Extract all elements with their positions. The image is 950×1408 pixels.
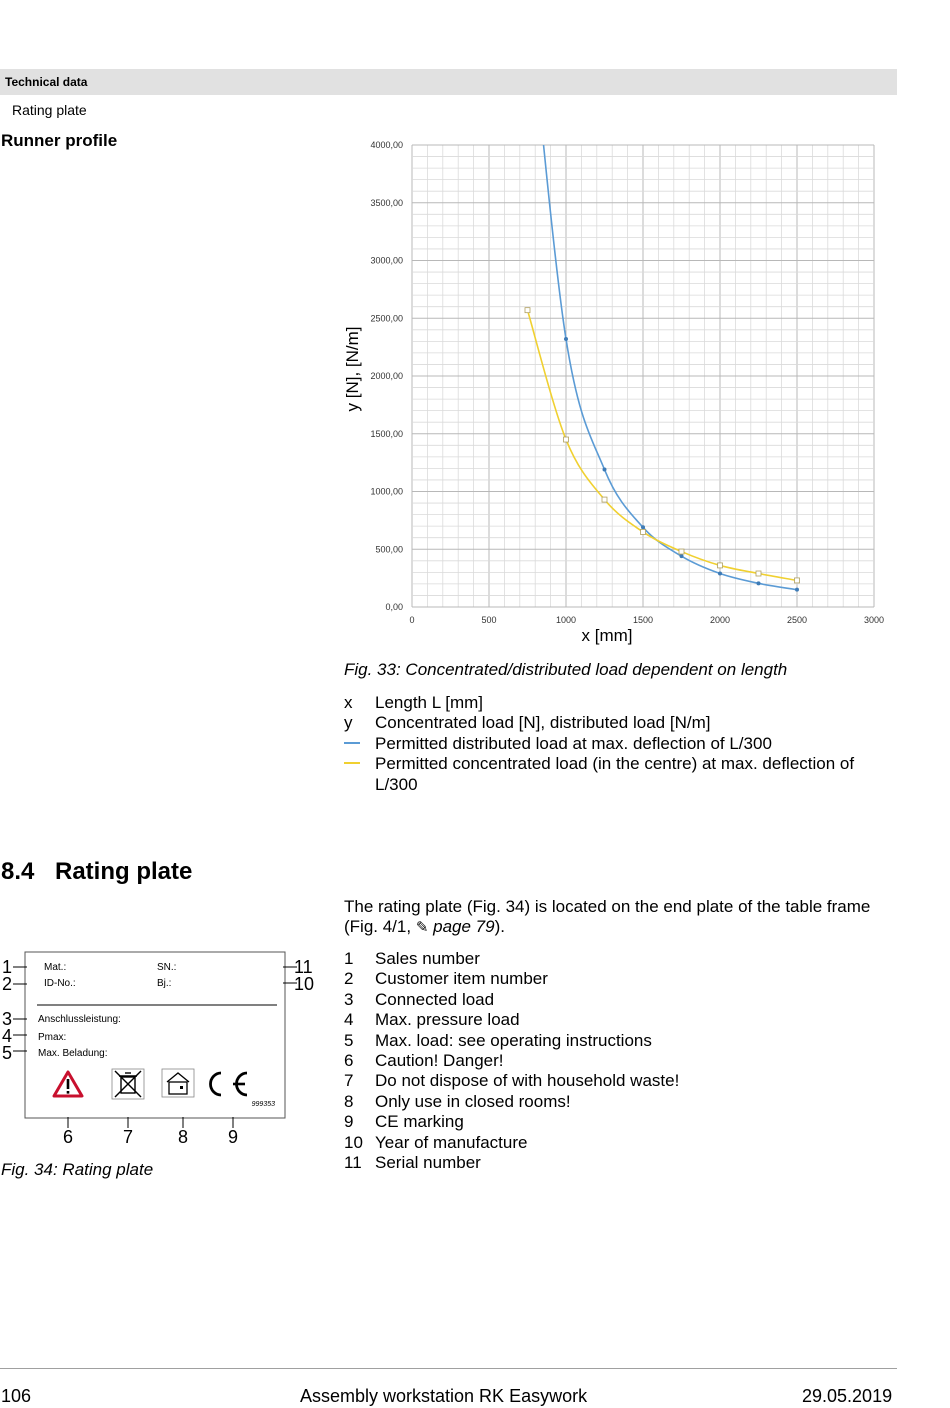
x-tick-label: 3000 [863,615,885,625]
legend-text: Do not dispose of with household waste! [375,1071,680,1091]
legend-text: CE marking [375,1112,464,1132]
legend-key: 9 [344,1112,354,1132]
intro-paragraph [344,897,884,939]
legend-row [344,1051,884,1071]
data-point-concentrated [718,563,723,568]
plate-field-max-load: Max. Beladung: [38,1048,108,1059]
legend-key: 6 [344,1050,354,1070]
page-reference-link[interactable]: page 79 [433,917,495,937]
legend-text: Year of manufacture [375,1132,528,1152]
data-point-distributed [564,337,568,341]
chart-grid [412,145,874,607]
legend-row [344,949,884,969]
footer-page-number: 106 [1,1386,32,1406]
y-tick-label: 3500,00 [370,197,403,208]
plate-field-mat: Mat.: [44,962,67,973]
legend-text: Caution! Danger! [375,1050,504,1070]
data-point-concentrated [641,529,646,534]
legend-row-y [344,713,904,733]
legend-row [344,1031,884,1051]
data-point-distributed [757,581,761,585]
figure-34-caption: Fig. 34: Rating plate [1,1160,154,1179]
chapter-title: Technical data [5,75,88,89]
series-line-distributed [528,132,798,590]
section-heading [1,858,192,886]
y-tick-label: 4000,00 [370,140,403,150]
plate-field-connection: Anschlussleistung: [38,1014,121,1025]
y-tick-label: 2500,00 [370,313,403,324]
legend-key: 5 [344,1030,354,1050]
callout-6: 6 [62,1127,74,1147]
y-axis-label: y [N], [N/m] [343,326,362,412]
y-tick-label: 2000,00 [370,371,403,381]
x-tick-label: 1000 [555,615,577,625]
footer-rule [0,1368,897,1369]
x-tick-label: 2000 [709,615,731,625]
chapter-header-band [0,69,897,95]
legend-text: Serial number [375,1152,481,1172]
bin-crossed-icon [112,1069,144,1099]
legend-key: 8 [344,1091,354,1111]
series-distributed [528,132,800,592]
plate-field-id-no: ID-No.: [44,978,76,989]
figure-33-caption: Fig. 33: Concentrated/distributed load dependent on length [344,660,788,679]
legend-row [344,1092,884,1112]
data-point-concentrated [756,571,761,576]
legend-text: Permitted distributed load at max. deflection of L/300 [375,733,772,753]
x-tick-label: 1500 [632,615,654,625]
callout-4: 4 [2,1026,13,1046]
data-point-concentrated [679,549,684,554]
legend-row [344,1071,884,1091]
x-tick-label: 500 [481,615,497,625]
data-point-distributed [795,588,799,592]
legend-text: Max. load: see operating instructions [375,1030,652,1050]
plate-field-sn: SN.: [157,962,177,973]
x-tick-label: 2500 [786,615,808,625]
blue-line-swatch [344,742,360,744]
data-point-distributed [641,525,645,529]
footer-document-title: Assembly workstation RK Easywork [300,1386,588,1406]
legend-text: Customer item number [375,969,548,989]
plate-code: 999353 [251,1101,275,1108]
y-tick-label: 1500,00 [370,428,403,439]
legend-row [344,1153,884,1173]
legend-row [344,1133,884,1153]
legend-key: 10 [344,1132,363,1152]
runner-profile-heading: Runner profile [1,131,118,150]
load-length-chart [335,132,895,652]
rating-plate-legend [344,949,884,1173]
legend-key: 2 [344,969,354,989]
legend-key: 1 [344,949,354,968]
callout-9: 9 [227,1127,239,1147]
plate-field-pmax: Pmax: [38,1032,67,1043]
legend-row [344,969,884,989]
legend-key: y [344,713,353,733]
callout-8: 8 [177,1127,189,1147]
legend-text: Concentrated load [N], distributed load [N/m] [375,713,711,733]
legend-key: 11 [344,1152,362,1172]
y-tick-label: 3000,00 [370,255,403,266]
section-title: Rating plate [55,858,193,885]
callout-11: 11 [294,957,313,977]
legend-text: Max. pressure load [375,1010,520,1030]
legend-text: Sales number [375,949,480,968]
callout-5: 5 [2,1043,13,1063]
callout-1: 1 [2,957,13,977]
rating-plate-figure [0,945,325,1150]
chart-legend [344,693,904,795]
legend-text: Length L [mm] [375,693,484,712]
data-point-concentrated [602,497,607,502]
y-tick-label: 500,00 [375,544,403,555]
callout-3: 3 [2,1009,13,1029]
intro-text: The rating plate (Fig. 34) is located on the end plate of the table frame (Fig. 4/1, [344,897,871,937]
data-point-concentrated [564,437,569,442]
legend-key: 4 [344,1010,354,1030]
section-breadcrumb: Rating plate [12,102,87,118]
legend-row-distributed [344,734,904,754]
legend-row [344,1112,884,1132]
data-point-concentrated [795,578,800,583]
legend-row-concentrated [344,754,904,795]
legend-text: Only use in closed rooms! [375,1091,571,1111]
x-axis-label: x [mm] [581,626,633,645]
data-point-distributed [603,468,607,472]
indoor-house-icon [162,1069,194,1097]
legend-key: 7 [344,1071,354,1091]
section-number: 8.4 [1,858,35,885]
legend-key: 3 [344,989,354,1009]
y-tick-label: 0,00 [385,602,403,612]
intro-end: ). [494,917,505,937]
page-reference-arrow-icon: ✎ [415,919,429,937]
legend-row-x [344,693,904,713]
legend-text: Permitted concentrated load (in the centre) at max. deflection of L/300 [375,754,855,794]
footer-date: 29.05.2019 [802,1386,893,1406]
legend-key: x [344,693,353,712]
callout-7: 7 [122,1127,134,1147]
y-tick-label: 1000,00 [370,486,403,497]
data-point-distributed [718,572,722,576]
legend-text: Connected load [375,989,495,1009]
data-point-distributed [680,554,684,558]
legend-row [344,990,884,1010]
legend-row [344,1010,884,1030]
plate-field-bj: Bj.: [157,978,172,989]
data-point-concentrated [525,308,530,313]
callout-10: 10 [294,974,315,994]
yellow-line-swatch [344,762,360,764]
callout-2: 2 [2,974,13,994]
x-tick-label: 0 [409,615,415,625]
